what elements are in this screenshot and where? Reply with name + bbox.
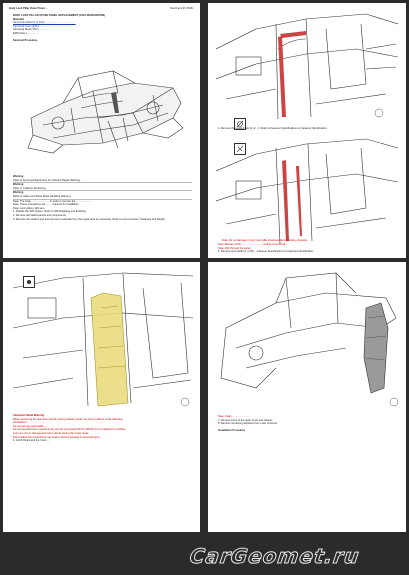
note-text: Note: These procedures are......... required for installation. [13, 203, 80, 207]
material-item[interactable]: Structural Adhesive (2 Part)........................................... [13, 21, 76, 25]
document-page-4 [208, 262, 406, 532]
step-text: 6. Grind Rivets and the rivets ... [13, 439, 50, 443]
note-text: Note: Lock pillars, right are... [13, 206, 47, 210]
body-structure-illustration [216, 268, 401, 408]
page-header [9, 7, 194, 11]
document-page-3 [3, 262, 200, 532]
note-text: Note: The body...........................in order to remove the...................... [13, 199, 92, 203]
warning-label: Warning [13, 191, 24, 195]
header-right: Document ID: 5138.. [170, 7, 194, 10]
warning-label: Aluminum Metal Warning [13, 414, 45, 417]
material-item: Structural Steel (TSU)........... [13, 28, 47, 32]
step-text: 8. Remove remaining adhesive from outer structure. [218, 422, 278, 426]
install-label: Installation Procedure [218, 428, 246, 432]
lock-pillar-highlight-illustration [13, 268, 193, 408]
document-page-2 [208, 3, 406, 258]
note-text: Note: Do not damage or any inner pillar structures during cutting of panels. [222, 239, 308, 242]
page4-text [218, 415, 398, 432]
doc-title: BODY LOCK PILLAR OUTER PANEL REPLACEMENT (COLLISION REPAIR) [13, 14, 106, 17]
cut-tool-icon [235, 144, 245, 154]
page1-intro [13, 14, 192, 42]
step-text: 3. Remove the sealers and anti-corrosion materials from the repair area as necessary. Refer to Anti-Corrosion Treatment and Repair. [13, 217, 166, 221]
warning-text: Refer to Collision Sectioning. [13, 187, 192, 192]
note-text: Note: Clean ........................ [218, 415, 250, 418]
callout-icon-box [23, 276, 35, 288]
step-text: 1. Disable the SIR system. Refer to SIR Disabling and Enabling. [13, 210, 87, 214]
page2-extra-notes [218, 243, 398, 254]
material-item[interactable]: Structural Foam (ESU)........................................... [13, 24, 71, 28]
page3-warning [13, 414, 192, 443]
body-frame-illustration [23, 63, 188, 163]
step-text: 7. Remove burrs of the outer rivets and cleaner. [218, 418, 273, 422]
warning-label: Warning [13, 175, 24, 178]
lock-pillar-illustration-1 [216, 9, 398, 121]
removal-label: Removal Procedure [13, 38, 38, 42]
warning-text: Refer to Approved Equipment for Collision Repair Warning. [13, 179, 192, 184]
warning-text: Fail to follow the precautions may lead to serious damage or personal injury. [13, 435, 101, 439]
step-text: 4. Remove the welded spot (1 of ...). Refer to Fastener Specifications or Fastener Identification. [218, 127, 328, 130]
cargeometry-watermark: CarGeomet.ru [188, 544, 362, 568]
warning-label: Warning [13, 183, 24, 187]
header-left: Body Lock Pillar Outer Panel ... [9, 7, 48, 10]
step-text: 2. Remove all related panels and components. [13, 213, 67, 217]
warning-text: Do not heat aluminum panels at any and do not exceed 204°C (400°F) for it is required to reshape [13, 428, 126, 432]
step-text: 5. Remove spot welds (1 of 36) ...Fastener Specifications or Fastener Identification. [218, 250, 314, 254]
warning-text: When sectioning the aluminum panels, during collision repair, be sure to adhere to the following [13, 417, 123, 421]
warning-text: precautions: [13, 421, 28, 425]
page2-step4 [218, 127, 398, 131]
page1-warnings [13, 175, 192, 221]
note-text: Note: Drill through the panel... [218, 246, 253, 250]
warning-text: Refer to Glass and Sheet Metal Handling Warning. [13, 195, 192, 200]
materials-label: Materials [13, 17, 25, 21]
note-text: Note: Beware of the...............................cutting of structural... [218, 243, 288, 246]
document-page-1 [3, 3, 200, 258]
warning-text: Do not use any spot welds.... [13, 424, 47, 428]
material-item: EMS Parts (................ [13, 31, 39, 35]
warning-text: only use care to damage aluminum pieces during the repair repair. [13, 431, 90, 435]
rivet-icon [24, 277, 34, 287]
callout-icon-box [234, 143, 246, 155]
